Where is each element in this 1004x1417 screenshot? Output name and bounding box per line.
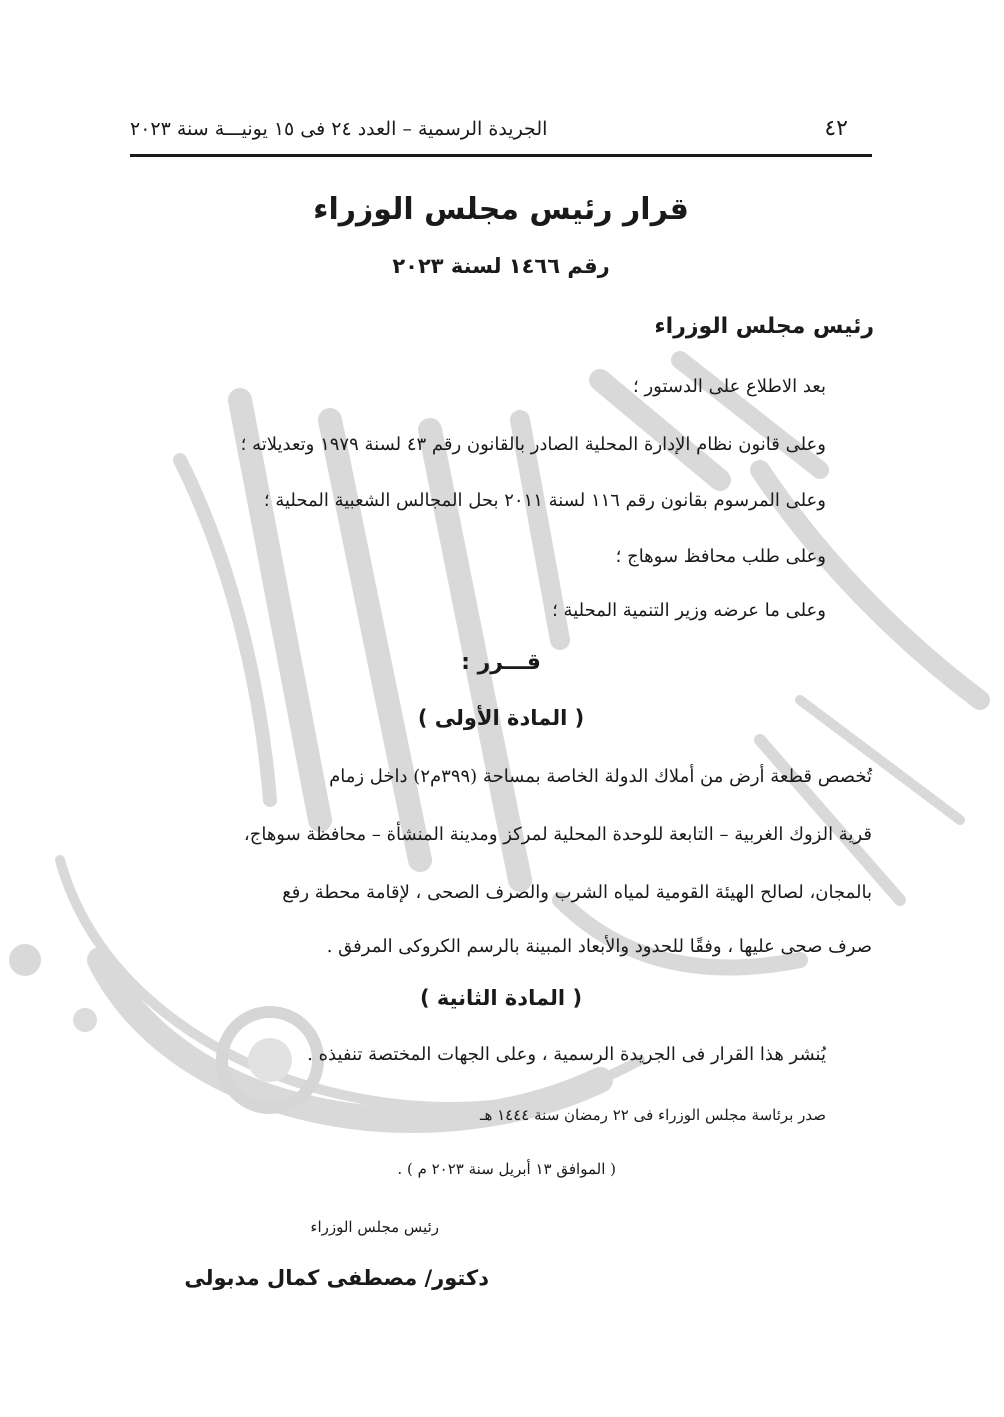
issued-hijri-date: صدر برئاسة مجلس الوزراء فى ٢٢ رمضان سنة ١٤٤٤ هـ bbox=[480, 1106, 826, 1124]
header-divider bbox=[130, 154, 872, 157]
preamble-line: وعلى قانون نظام الإدارة المحلية الصادر بالقانون رقم ٤٣ لسنة ١٩٧٩ وتعديلاته ؛ bbox=[240, 434, 826, 455]
issuer-heading: رئيس مجلس الوزراء bbox=[654, 314, 874, 339]
article-1-line: صرف صحى عليها ، وفقًا للحدود والأبعاد المبينة بالرسم الكروكى المرفق . bbox=[326, 936, 872, 957]
article-2-title: ( المادة الثانية ) bbox=[419, 986, 583, 1010]
issued-gregorian-date: ( الموافق ١٣ أبريل سنة ٢٠٢٣ م ) . bbox=[397, 1160, 616, 1178]
decree-title: قرار رئيس مجلس الوزراء bbox=[313, 192, 689, 227]
article-1-line: قرية الزوك الغربية – التابعة للوحدة المحلية لمركز ومدينة المنشأة – محافظة سوهاج، bbox=[243, 824, 872, 845]
article-1-title: ( المادة الأولى ) bbox=[417, 706, 585, 730]
preamble-line: وعلى طلب محافظ سوهاج ؛ bbox=[615, 546, 826, 567]
decree-number: رقم ١٤٦٦ لسنة ٢٠٢٣ bbox=[392, 254, 610, 278]
article-2-text: يُنشر هذا القرار فى الجريدة الرسمية ، وعلى الجهات المختصة تنفيذه . bbox=[307, 1044, 826, 1065]
signatory-title: رئيس مجلس الوزراء bbox=[310, 1218, 439, 1236]
decided-heading: قـــرر : bbox=[461, 650, 541, 675]
page-header bbox=[130, 112, 872, 152]
signatory-name: دكتور/ مصطفى كمال مدبولى bbox=[184, 1266, 489, 1290]
gazette-issue-line: الجريدة الرسمية – العدد ٢٤ فى ١٥ يونيـــة سنة ٢٠٢٣ bbox=[130, 118, 548, 140]
preamble-line: بعد الاطلاع على الدستور ؛ bbox=[633, 376, 826, 397]
page-number: ٤٢ bbox=[824, 116, 848, 141]
preamble-line: وعلى ما عرضه وزير التنمية المحلية ؛ bbox=[552, 600, 826, 621]
preamble-line: وعلى المرسوم بقانون رقم ١١٦ لسنة ٢٠١١ بحل المجالس الشعبية المحلية ؛ bbox=[263, 490, 826, 511]
article-1-line: تُخصص قطعة أرض من أملاك الدولة الخاصة بمساحة (٣٩٩م٢) داخل زمام bbox=[329, 766, 872, 787]
article-1-line: بالمجان، لصالح الهيئة القومية لمياه الشرب والصرف الصحى ، لإقامة محطة رفع bbox=[282, 882, 872, 903]
